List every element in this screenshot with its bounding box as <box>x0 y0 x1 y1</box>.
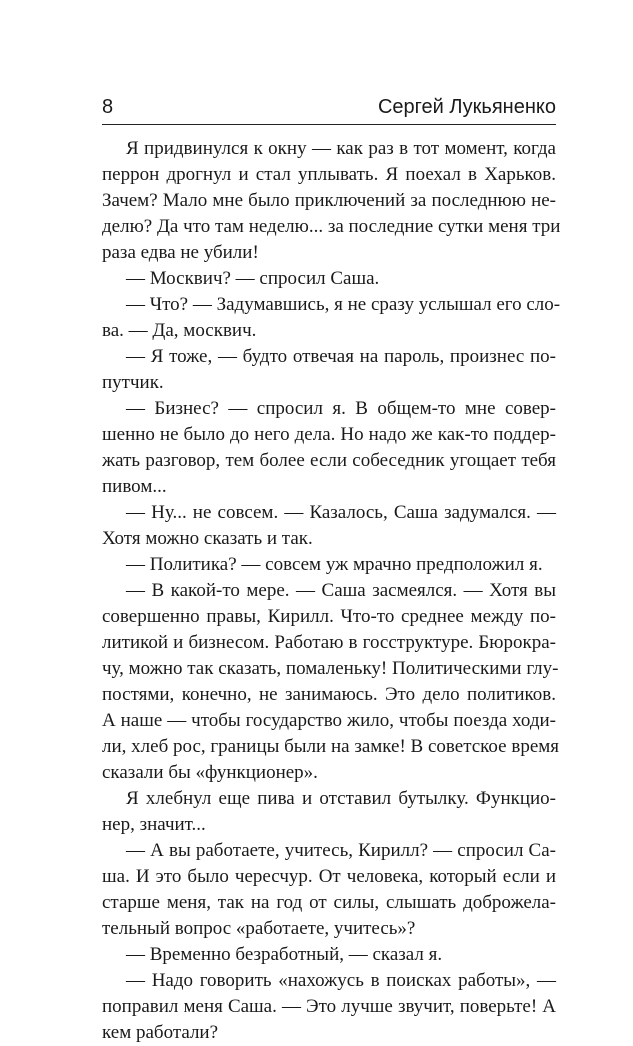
text-line: поправил меня Саша. — Это лучше звучит, поверьте! А <box>102 996 556 1017</box>
text-line: жать разговор, тем более если собеседник угощает тебя <box>102 450 556 471</box>
text-line: — Временно безработный, — сказал я. <box>126 944 443 965</box>
text-line: делю? Да что там неделю... за последние сутки меня три <box>102 216 561 237</box>
running-head-author: Сергей Лукьяненко <box>377 96 556 118</box>
text-line: Я придвинулся к окну — как раз в тот момент, когда <box>126 138 556 159</box>
page-number: 8 <box>102 96 114 118</box>
text-line: — Что? — Задумавшись, я не сразу услышал его сло- <box>126 294 561 315</box>
text-line: — В какой-то мере. — Саша засмеялся. — Хотя вы <box>126 580 556 601</box>
text-line: совершенно правы, Кирилл. Что-то среднее между по- <box>102 606 556 627</box>
text-line: Зачем? Мало мне было приключений за последнюю не- <box>102 190 556 211</box>
text-line: чу, можно так сказать, помаленьку! Политическими глу- <box>102 658 559 679</box>
text-line: — Москвич? — спросил Саша. <box>126 268 380 289</box>
text-line: нер, значит... <box>102 814 206 835</box>
body-text <box>102 136 561 1046</box>
running-header <box>102 94 556 125</box>
text-line: кем работали? <box>102 1022 219 1043</box>
text-line: ли, хлеб рос, границы были на замке! В советское время <box>102 736 560 757</box>
text-line: А наше — чтобы государство жило, чтобы поезда ходи- <box>102 710 556 731</box>
text-line: сказали бы «функционер». <box>102 762 318 783</box>
text-line: Хотя можно сказать и так. <box>102 528 313 549</box>
text-line: литикой и бизнесом. Работаю в госструктуре. Бюрокра- <box>102 632 556 653</box>
text-line: — А вы работаете, учитесь, Кирилл? — спросил Са- <box>126 840 556 861</box>
text-line: постями, конечно, не занимаюсь. Это дело политиков. <box>102 684 556 705</box>
text-line: Я хлебнул еще пива и отставил бутылку. Функцио- <box>126 788 556 809</box>
text-line: ша. И это было чересчур. От человека, который если и <box>102 866 556 887</box>
text-line: путчик. <box>102 372 164 393</box>
text-line: — Надо говорить «нахожусь в поисках работы», — <box>126 970 556 991</box>
text-line: — Бизнес? — спросил я. В общем-то мне совер- <box>126 398 556 419</box>
text-line: раза едва не убили! <box>102 242 259 263</box>
text-line: — Политика? — совсем уж мрачно предположил я. <box>126 554 543 575</box>
text-line: шенно не было до него дела. Но надо же как-то поддер- <box>102 424 556 445</box>
text-line: перрон дрогнул и стал уплывать. Я поехал в Харьков. <box>102 164 556 185</box>
text-line: пивом... <box>102 476 167 497</box>
text-line: тельный вопрос «работаете, учитесь»? <box>102 918 416 939</box>
text-line: — Ну... не совсем. — Казалось, Саша задумался. — <box>126 502 556 523</box>
text-line: ва. — Да, москвич. <box>102 320 257 341</box>
text-line: — Я тоже, — будто отвечая на пароль, произнес по- <box>126 346 556 367</box>
text-line: старше меня, так на год от силы, слышать доброжела- <box>102 892 556 913</box>
